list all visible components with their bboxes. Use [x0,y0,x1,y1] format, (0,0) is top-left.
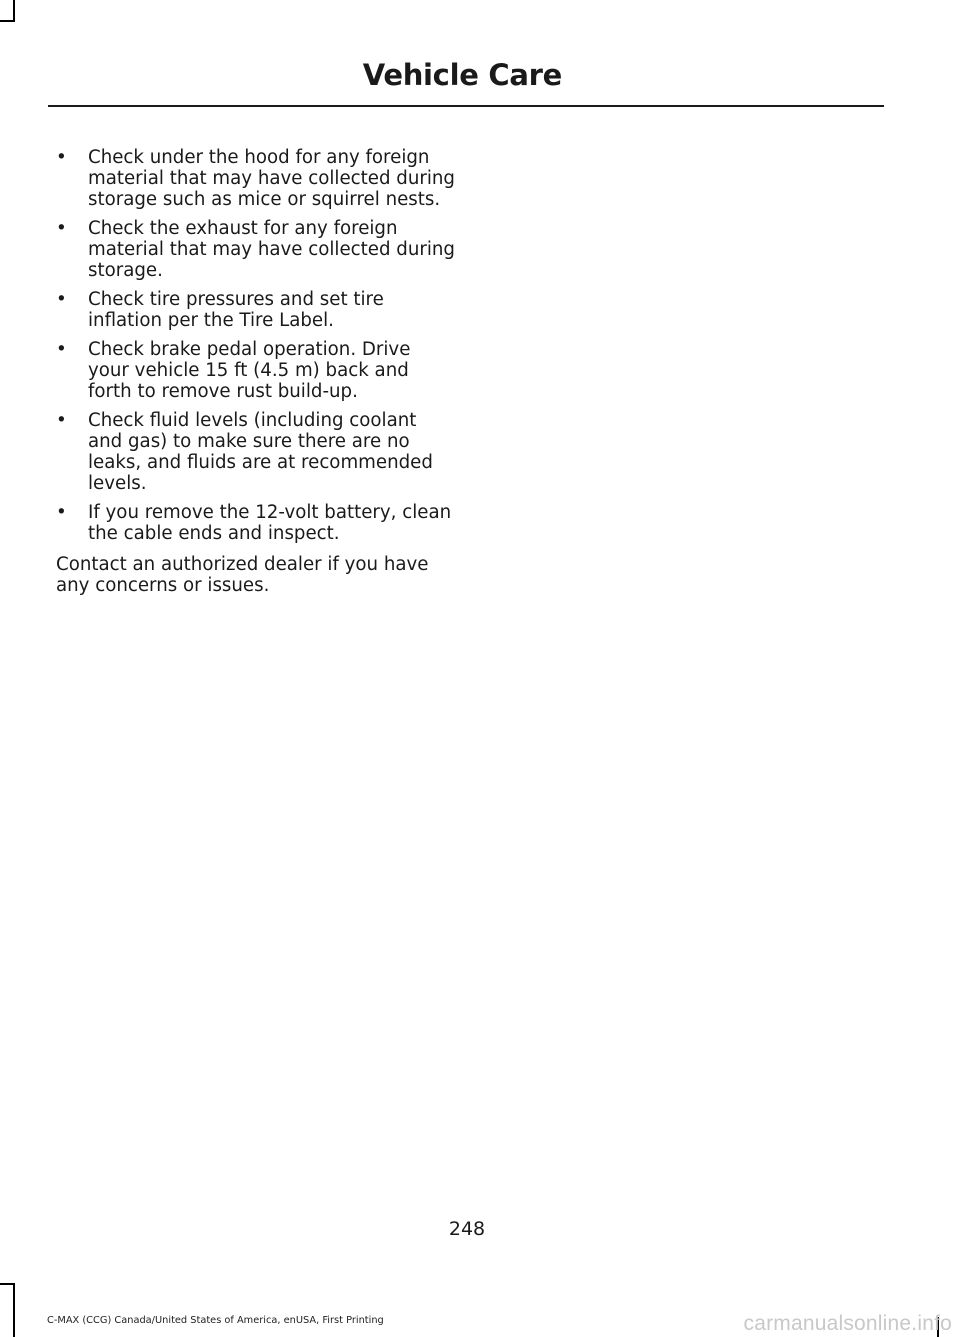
list-item [56,339,456,402]
crop-mark-top-left-vertical [13,0,15,22]
list-item-text: If you remove the 12-volt battery, clean the cable ends and inspect. [88,502,452,544]
bullet-icon: • [56,147,67,168]
crop-mark-top-left-horizontal [0,20,15,22]
watermark-link[interactable]: carmanualsonline.info [743,1312,952,1335]
list-item [56,289,456,331]
header-divider [48,105,884,107]
list-item-text: Check the exhaust for any foreign material that may have collected during storage. [88,218,455,281]
bullet-icon: • [56,502,67,523]
closing-paragraph: Contact an authorized dealer if you have any concerns or issues. [56,554,429,596]
bullet-icon: • [56,218,67,239]
list-item [56,218,456,281]
bullet-icon: • [56,339,67,360]
page-number: 248 [448,1218,486,1240]
list-item [56,502,456,544]
list-item [56,410,456,494]
bullet-icon: • [56,410,67,431]
crop-mark-bottom-left-vertical [13,1283,15,1337]
list-item-text: Check under the hood for any foreign material that may have collected during storage such as mice or squirrel nests. [88,147,455,210]
section-title: Vehicle Care [362,58,562,92]
list-item-text: Check brake pedal operation. Drive your vehicle 15 ft (4.5 m) back and forth to remove rust build-up. [88,339,411,402]
main-content [56,147,456,614]
list-item-text: Check fluid levels (including coolant and gas) to make sure there are no leaks, and fluids are at recommended levels. [88,410,433,494]
crop-mark-bottom-left-horizontal [0,1283,15,1285]
checklist [56,147,456,544]
list-item [56,147,456,210]
document-info: C-MAX (CCG) Canada/United States of America, enUSA, First Printing [47,1315,384,1326]
list-item-text: Check tire pressures and set tire inflation per the Tire Label. [88,289,384,331]
bullet-icon: • [56,289,67,310]
